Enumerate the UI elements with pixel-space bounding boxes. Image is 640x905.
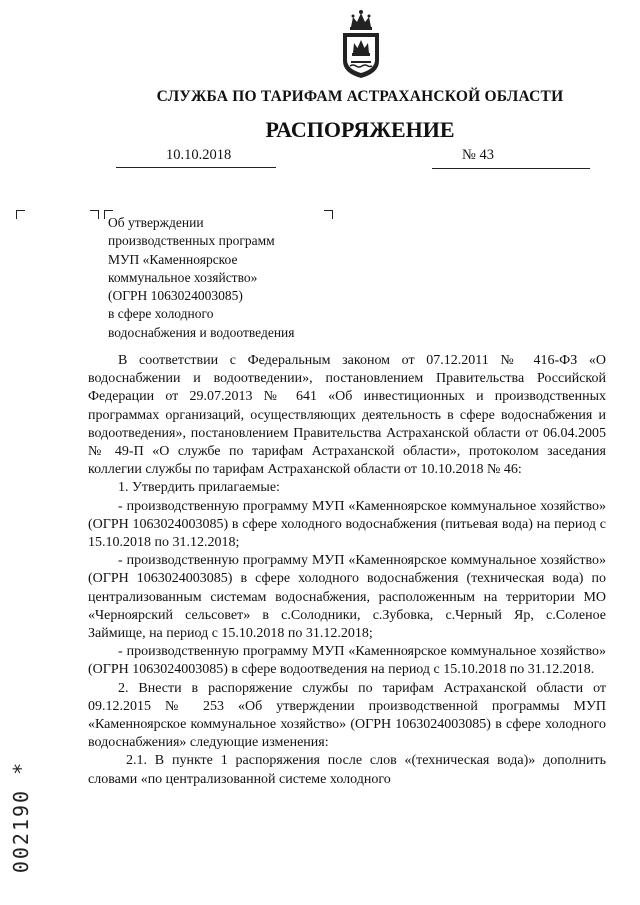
subject-line: (ОГРН 1063024003085) [108, 288, 243, 304]
registration-number [6, 742, 36, 892]
preamble-paragraph: В соответствии с Федеральным законом от 07.12.2011 № 416-ФЗ «О водоснабжении и водоотведении», постановлением Правительства Российской Федерации от 29.07.2013 № 641 «Об инвестиционных и производственных программах организаций, осуществляющих деятельность в сфере водоснабжения и водоотведения», постановлением Правительства Астраханской области от 06.04.2005 № 49-П «О службе по тарифам Астраханской области», протоколом заседания коллегии службы по тарифам Астраханской области от 10.10.2018 № 46: [88, 353, 606, 478]
organization-name: СЛУЖБА ПО ТАРИФАМ АСТРАХАНСКОЙ ОБЛАСТИ [156, 88, 564, 105]
number-underline [432, 168, 590, 169]
corner-mark [16, 210, 25, 219]
corner-mark [90, 210, 99, 219]
document-title: РАСПОРЯЖЕНИЕ [265, 117, 455, 142]
document-subject [108, 214, 294, 342]
subject-line: производственных программ [108, 233, 275, 249]
registration-number-text: 002190 * [9, 760, 33, 874]
item-2: 2. Внести в распоряжение службы по тарифам Астраханской области от 09.12.2015 № 253 «Об утверждении производственной программы МУП «Каменноярское коммунальное хозяйство» (ОГРН 1063024003085) в сфере холодного водоснабжения» следующие изменения: [88, 680, 606, 751]
document-date: 10.10.2018 [166, 147, 232, 163]
item-2-1: 2.1. В пункте 1 распоряжения после слов «(техническая вода)» дополнить словами «по централизованной системе холодного [88, 753, 606, 787]
item-1-subitem: - производственную программу МУП «Каменноярское коммунальное хозяйство» (ОГРН 1063024003085) в сфере холодного водоснабжения (техническая вода) по централизованным системам водоснабжения, расположенным на территории МО «Черноярский сельсовет» в с.Солодники, с.Зубовка, с.Черный Яр, с.Соленое Займище, на период с 15.10.2018 по 31.12.2018; [88, 553, 606, 642]
subject-line: коммунальное хозяйство» [108, 269, 258, 285]
date-underline [116, 167, 276, 168]
document-body [88, 352, 606, 789]
subject-line: водоснабжения и водоотведения [108, 324, 295, 340]
subject-line: МУП «Каменноярское [108, 251, 238, 267]
subject-line: Об утверждении [108, 215, 204, 230]
coat-of-arms-icon [339, 9, 383, 79]
subject-line: в сфере холодного [108, 306, 214, 322]
item-1: 1. Утвердить прилагаемые: [118, 480, 280, 496]
item-1-subitem: - производственную программу МУП «Каменноярское коммунальное хозяйство» (ОГРН 1063024003085) в сфере холодного водоснабжения (питьевая вода) на период с 15.10.2018 по 31.12.2018; [88, 498, 606, 551]
corner-mark [324, 210, 333, 219]
document-number: № 43 [462, 147, 494, 163]
item-1-subitem: - производственную программу МУП «Каменноярское коммунальное хозяйство» (ОГРН 1063024003085) в сфере водоотведения на период с 15.10.2018 по 31.12.2018. [88, 644, 606, 678]
